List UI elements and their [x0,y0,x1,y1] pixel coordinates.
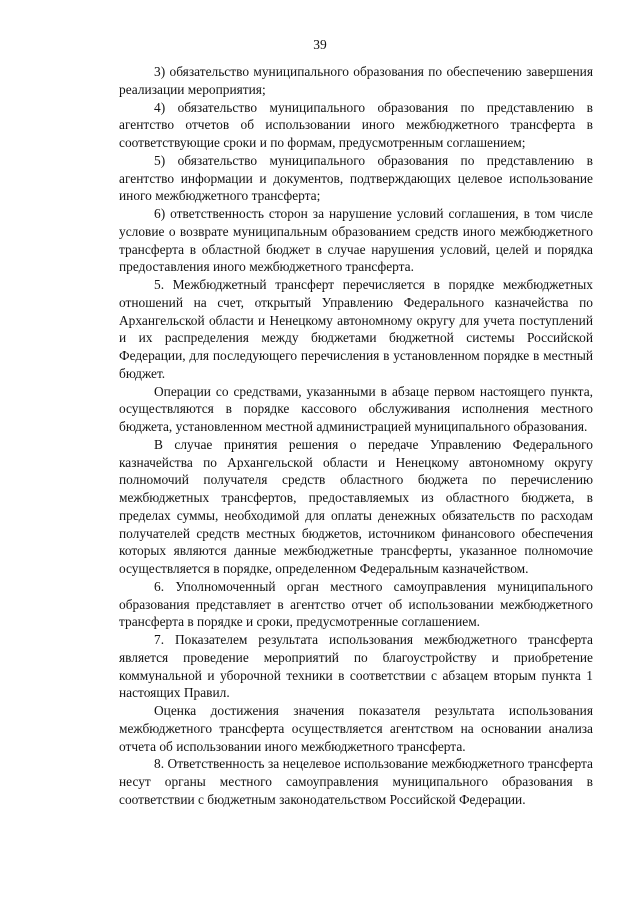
document-body [119,63,593,809]
paragraph-item-5-transfer: 5. Межбюджетный трансферт перечисляется в порядке межбюджетных отношений на счет, открытый Управлению Федерального казначейства по Архангельской области и Ненецкому автономному округу для учета поступлений и их распределения между бюджетами бюджетной системы Российской Федерации, для последующего перечисления в установленном порядке в местный бюджет. [119,277,593,381]
paragraph-obligation-information: 5) обязательство муниципального образования по представлению в агентство информации и документов, подтверждающих целевое использование иного межбюджетного трансферта; [119,152,593,204]
paragraph-responsibility-parties: 6) ответственность сторон за нарушение условий соглашения, в том числе условие о возврате муниципальным образованием средств иного межбюджетного трансферта в областной бюджет в случае нарушения условий, целей и порядка предоставления иного межбюджетного трансферта. [119,206,593,275]
paragraph-operations-funds: Операции со средствами, указанными в абзаце первом настоящего пункта, осуществляются в порядке кассового обслуживания исполнения местного бюджета, установленном местной администрацией муниципального образования. [119,383,593,434]
paragraph-indicator-assessment: Оценка достижения значения показателя результата использования межбюджетного трансферта осуществляется агентством на основании анализа отчета об использовании иного межбюджетного трансферта. [119,703,593,754]
paragraph-item-8-responsibility: 8. Ответственность за нецелевое использование межбюджетного трансферта несут органы местного самоуправления муниципального образования в соответствии с бюджетным законодательством Российской Федерации. [119,756,593,807]
paragraph-item-6-report: 6. Уполномоченный орган местного самоуправления муниципального образования представляет в агентство отчет об использовании межбюджетного трансферта в порядке и сроки, предусмотренные соглашением. [119,578,593,630]
page-number: 39 [313,37,327,52]
paragraph-item-7-indicator: 7. Показателем результата использования межбюджетного трансферта является проведение мероприятий по благоустройству и приобретение коммунальной и уборочной техники в соответствии с абзацем вторым пункта 1 настоящих Правил. [119,632,593,701]
paragraph-obligation-completion: 3) обязательство муниципального образования по обеспечению завершения реализации мероприятия; [119,64,593,97]
paragraph-obligation-reports: 4) обязательство муниципального образования по представлению в агентство отчетов об использовании иного межбюджетного трансферта в соответствующие сроки и по формам, предусмотренным соглашением; [119,99,593,150]
paragraph-treasury-powers: В случае принятия решения о передаче Управлению Федерального казначейства по Архангельской области и Ненецкому автономному округу полномочий получателя средств областного бюджета по перечислению межбюджетных трансфертов, предоставляемых из областного бюджета, в пределах суммы, необходимой для оплаты денежных обязательств по расходам получателей средств местных бюджетов, источником финансового обеспечения которых являются данные межбюджетные трансферты, указанное полномочие осуществляется в порядке, определенном Федеральным казначейством. [119,436,593,576]
